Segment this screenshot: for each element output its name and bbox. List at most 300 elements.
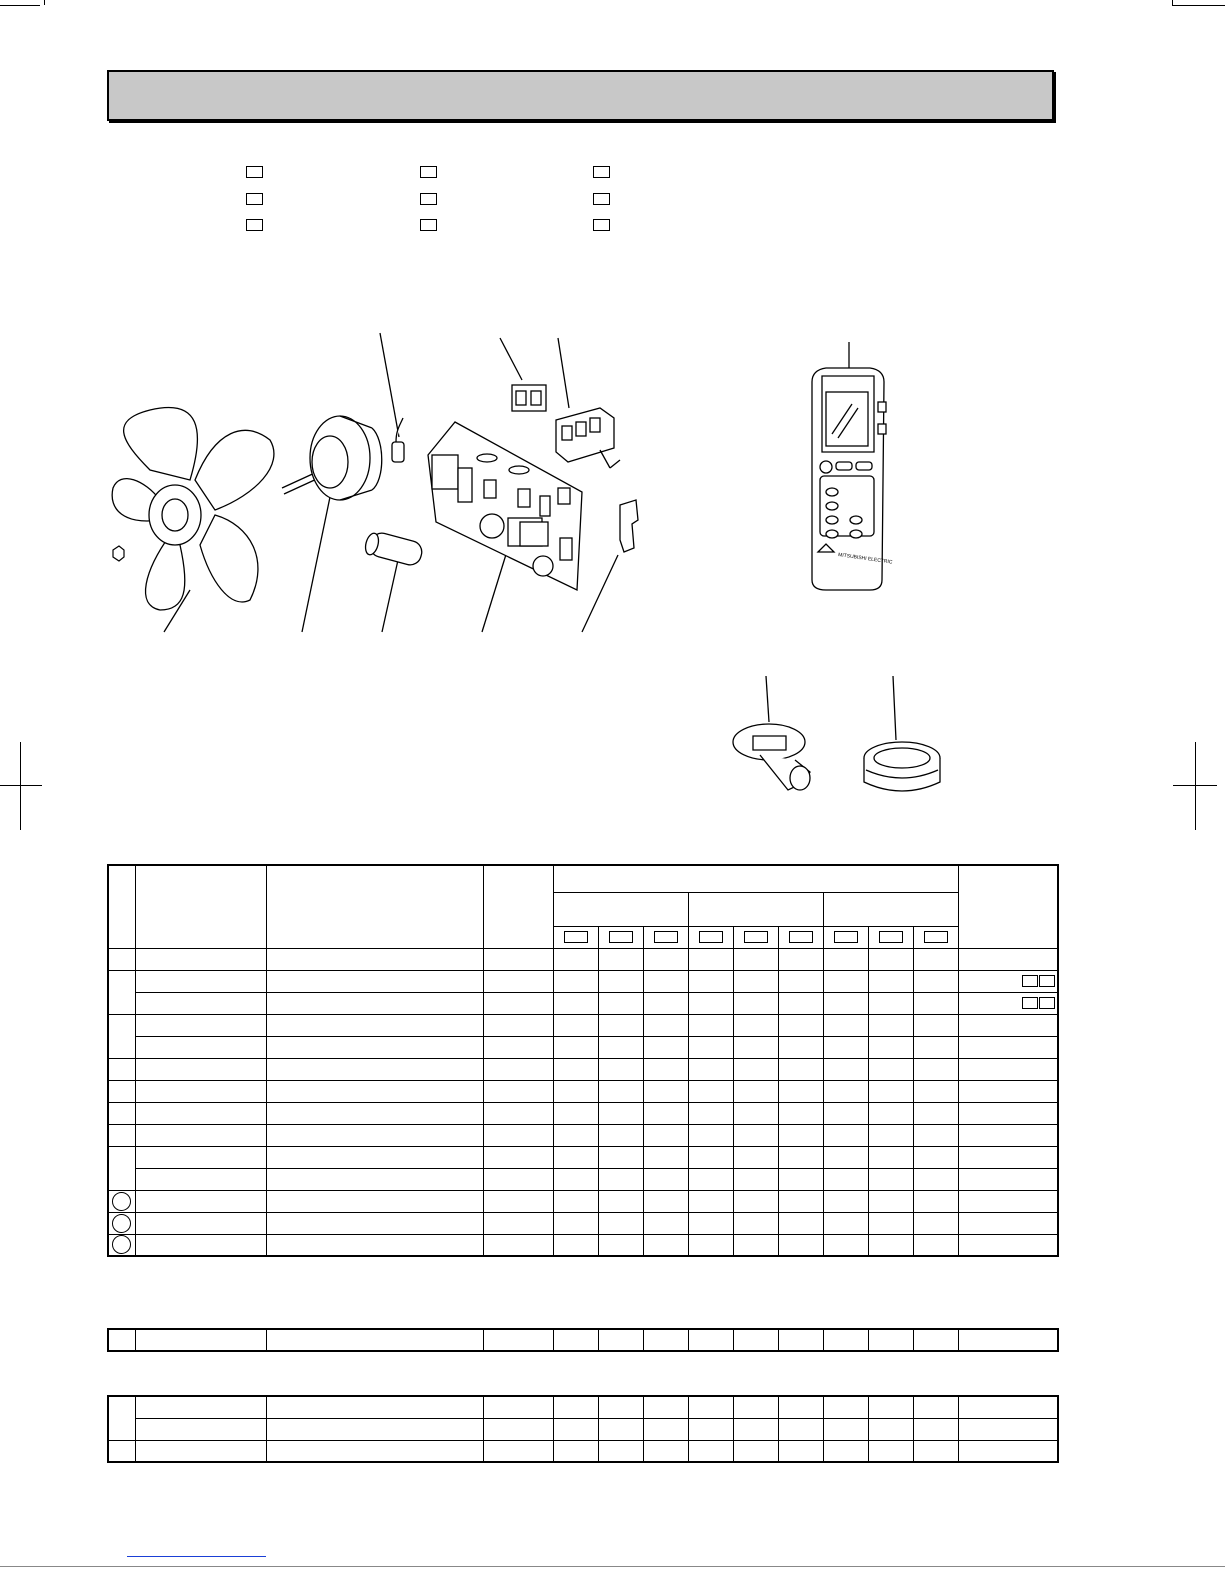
cell-qty (733, 1014, 778, 1036)
leader-line (893, 676, 896, 740)
table-row (108, 1440, 1058, 1462)
cell-part-name (266, 992, 483, 1014)
cell-qty (733, 1396, 778, 1418)
cell-no (108, 1102, 135, 1124)
terminal-block-icon (512, 385, 546, 411)
cell-qty (688, 1124, 733, 1146)
cell-qty (598, 1168, 643, 1190)
cell-remarks (958, 1058, 1058, 1080)
model-box-cell (733, 926, 778, 948)
cell-qty (553, 1396, 598, 1418)
cell-qty (868, 1418, 913, 1440)
model-box (834, 931, 858, 943)
cell-remarks (958, 1168, 1058, 1190)
cell-qty (598, 1058, 643, 1080)
table-row (108, 1102, 1058, 1124)
cell-qty (733, 948, 778, 970)
cell-qty (823, 992, 868, 1014)
cell-qty (778, 1329, 823, 1351)
cell-qty (598, 1234, 643, 1256)
cell-part-no (135, 1168, 266, 1190)
crop-mark-bottom (0, 1566, 1225, 1567)
cell-qty (688, 1396, 733, 1418)
cell-qty (823, 1168, 868, 1190)
cell-part-no (135, 1212, 266, 1234)
cell-part-no (135, 1014, 266, 1036)
cell-no (108, 1058, 135, 1080)
cell-part-name (266, 1329, 483, 1351)
cell-qty (778, 1058, 823, 1080)
cell-part-name (266, 1234, 483, 1256)
cell-qty (553, 992, 598, 1014)
model-box-cell (643, 926, 688, 948)
cell-part-name (266, 1190, 483, 1212)
table-row (108, 1234, 1058, 1256)
cell-qty (868, 948, 913, 970)
table-row (108, 1014, 1058, 1036)
cell-qty (553, 1418, 598, 1440)
cell-qty (868, 1124, 913, 1146)
cell-part-no (135, 948, 266, 970)
cell-qty (913, 992, 958, 1014)
cell-qty (823, 1329, 868, 1351)
cell-symbol (483, 1440, 553, 1462)
cell-qty (643, 1190, 688, 1212)
cell-symbol (483, 1036, 553, 1058)
cell-qty (913, 1014, 958, 1036)
cell-qty (913, 1058, 958, 1080)
leader-line (482, 548, 508, 632)
cell-qty (868, 1058, 913, 1080)
cell-qty (733, 1036, 778, 1058)
cell-symbol (483, 1418, 553, 1440)
cell-qty (733, 1168, 778, 1190)
model-box (924, 931, 948, 943)
cell-qty (598, 1212, 643, 1234)
cell-remarks (958, 1190, 1058, 1212)
cell-qty (553, 1080, 598, 1102)
cell-qty (733, 970, 778, 992)
cell-remarks (958, 1234, 1058, 1256)
cell-qty (868, 1036, 913, 1058)
cell-qty (913, 1080, 958, 1102)
cell-qty (778, 1234, 823, 1256)
header-group-b (688, 892, 823, 926)
cell-qty (553, 1102, 598, 1124)
model-box-cell (688, 926, 733, 948)
cell-symbol (483, 1396, 553, 1418)
cell-qty (688, 1190, 733, 1212)
cell-qty (778, 1440, 823, 1462)
cell-qty (598, 1329, 643, 1351)
cell-no (108, 948, 135, 970)
cell-no (108, 1329, 135, 1351)
cell-qty (598, 1396, 643, 1418)
cell-qty (643, 1058, 688, 1080)
table-row (108, 1418, 1058, 1440)
cell-qty (913, 1440, 958, 1462)
cell-part-name (266, 1168, 483, 1190)
leader-line (766, 676, 769, 722)
cell-qty (778, 948, 823, 970)
cell-qty (778, 1212, 823, 1234)
cell-qty (598, 1418, 643, 1440)
header-remarks (958, 865, 1058, 948)
cell-no (108, 1212, 135, 1234)
fan-blade-icon (112, 407, 274, 610)
cell-qty (913, 1418, 958, 1440)
cell-qty (823, 1190, 868, 1212)
cell-qty (913, 1234, 958, 1256)
cell-part-name (266, 1058, 483, 1080)
leader-line (302, 497, 330, 632)
parts-table-main (107, 864, 1059, 1257)
parts-table-drain (107, 1395, 1059, 1463)
cell-qty (823, 1396, 868, 1418)
cell-symbol (483, 1234, 553, 1256)
cell-qty (598, 970, 643, 992)
cell-symbol (483, 1146, 553, 1168)
table-row (108, 1080, 1058, 1102)
cell-qty (643, 1418, 688, 1440)
cell-qty (823, 1080, 868, 1102)
cell-no (108, 1234, 135, 1256)
cell-qty (643, 1080, 688, 1102)
cell-symbol (483, 1058, 553, 1080)
cell-qty (823, 1124, 868, 1146)
cell-qty (733, 1124, 778, 1146)
cell-qty (913, 1102, 958, 1124)
model-box (654, 931, 678, 943)
table-row (108, 1212, 1058, 1234)
cell-qty (688, 1014, 733, 1036)
cell-qty (553, 1146, 598, 1168)
table-row (108, 1058, 1058, 1080)
cell-qty (553, 1124, 598, 1146)
cell-qty (733, 1440, 778, 1462)
fan-motor-icon (282, 416, 382, 500)
cell-qty (643, 970, 688, 992)
leader-line (558, 338, 569, 408)
cell-symbol (483, 1102, 553, 1124)
cell-qty (643, 1396, 688, 1418)
cell-qty (868, 1234, 913, 1256)
circled-number (112, 1235, 131, 1254)
cell-qty (913, 1168, 958, 1190)
cell-qty (553, 1329, 598, 1351)
cell-qty (823, 1212, 868, 1234)
cell-qty (868, 1329, 913, 1351)
cell-part-no (135, 1080, 266, 1102)
cell-qty (688, 948, 733, 970)
cell-qty (688, 992, 733, 1014)
cell-qty (733, 1234, 778, 1256)
table-row (108, 1146, 1058, 1168)
cell-qty (913, 970, 958, 992)
cell-qty (823, 970, 868, 992)
cell-symbol (483, 1212, 553, 1234)
cell-remarks (958, 1146, 1058, 1168)
cell-symbol (483, 1124, 553, 1146)
cell-qty (868, 992, 913, 1014)
cell-qty (643, 1168, 688, 1190)
cell-qty (913, 1036, 958, 1058)
model-box (609, 931, 633, 943)
model-box (744, 931, 768, 943)
cell-part-name (266, 970, 483, 992)
cell-qty (733, 992, 778, 1014)
cell-no (108, 1124, 135, 1146)
cell-remarks (958, 1418, 1058, 1440)
cell-qty (868, 1080, 913, 1102)
cell-remarks (958, 970, 1058, 992)
cell-qty (733, 1418, 778, 1440)
header-no (108, 865, 135, 948)
cell-qty (868, 1440, 913, 1462)
cell-qty (643, 1014, 688, 1036)
cell-qty (598, 1190, 643, 1212)
model-box-cell (868, 926, 913, 948)
cell-qty (823, 948, 868, 970)
cell-qty (868, 1146, 913, 1168)
model-box-cell (913, 926, 958, 948)
cell-qty (598, 992, 643, 1014)
cell-qty (553, 1036, 598, 1058)
cell-remarks (958, 1329, 1058, 1351)
cell-part-no (135, 1440, 266, 1462)
cell-qty (733, 1058, 778, 1080)
cell-part-name (266, 1080, 483, 1102)
cell-qty (778, 1102, 823, 1124)
table-row (108, 1396, 1058, 1418)
cell-part-no (135, 1234, 266, 1256)
cell-qty (823, 1014, 868, 1036)
model-box (699, 931, 723, 943)
cell-qty (778, 992, 823, 1014)
cell-remarks (958, 992, 1058, 1014)
cell-qty (688, 1058, 733, 1080)
cell-qty (823, 1440, 868, 1462)
cell-part-no (135, 1102, 266, 1124)
cell-remarks (958, 1036, 1058, 1058)
cell-remarks (958, 1396, 1058, 1418)
model-box-cell (598, 926, 643, 948)
leader-line (582, 555, 618, 632)
model-box-cell (553, 926, 598, 948)
cell-part-no (135, 1190, 266, 1212)
cell-part-name (266, 948, 483, 970)
cell-part-no (135, 1124, 266, 1146)
drain-cap-icon (864, 742, 940, 791)
cell-no (108, 1146, 135, 1190)
cell-qty (598, 1036, 643, 1058)
cell-no (108, 1190, 135, 1212)
cell-qty (688, 1418, 733, 1440)
cell-qty (778, 1396, 823, 1418)
cell-qty (823, 1234, 868, 1256)
cell-part-no (135, 1146, 266, 1168)
header-group-a (553, 892, 688, 926)
drain-socket-icon (733, 724, 810, 790)
cell-qty (553, 1058, 598, 1080)
header-group-c (823, 892, 958, 926)
cell-qty (643, 1124, 688, 1146)
cell-qty (643, 1102, 688, 1124)
cell-part-no (135, 970, 266, 992)
leader-line (500, 338, 522, 380)
model-box (789, 931, 813, 943)
cell-qty (913, 1146, 958, 1168)
model-mark-pair (1021, 975, 1055, 987)
cell-part-no (135, 1329, 266, 1351)
remote-brand-label: MITSUBISHI ELECTRIC (837, 552, 893, 566)
table-row (108, 1124, 1058, 1146)
table-row (108, 970, 1058, 992)
cell-qty (733, 1190, 778, 1212)
cell-qty (553, 1234, 598, 1256)
cell-qty (733, 1212, 778, 1234)
cell-qty (868, 1168, 913, 1190)
cell-qty (733, 1146, 778, 1168)
cell-no (108, 1396, 135, 1440)
cell-qty (598, 948, 643, 970)
cell-qty (778, 1124, 823, 1146)
cell-symbol (483, 1329, 553, 1351)
cell-remarks (958, 1080, 1058, 1102)
cell-qty (913, 1124, 958, 1146)
cell-qty (643, 948, 688, 970)
model-box (879, 931, 903, 943)
cell-qty (643, 1036, 688, 1058)
circled-number (112, 1214, 131, 1233)
cell-qty (598, 1124, 643, 1146)
header-part-no (135, 865, 266, 948)
cell-remarks (958, 1124, 1058, 1146)
cell-part-name (266, 1418, 483, 1440)
model-box-cell (778, 926, 823, 948)
header-part-name (266, 865, 483, 948)
cell-qty (778, 970, 823, 992)
model-box-cell (823, 926, 868, 948)
cell-qty (913, 1190, 958, 1212)
cell-qty (688, 1168, 733, 1190)
cell-remarks (958, 948, 1058, 970)
cell-qty (688, 970, 733, 992)
cell-no (108, 1440, 135, 1462)
header-symbol (483, 865, 553, 948)
cell-qty (688, 1102, 733, 1124)
parts-table-accessory (107, 1328, 1059, 1352)
cell-qty (553, 1212, 598, 1234)
cell-remarks (958, 1212, 1058, 1234)
cell-qty (553, 970, 598, 992)
cell-qty (688, 1440, 733, 1462)
table-row (108, 1036, 1058, 1058)
cell-qty (688, 1146, 733, 1168)
cell-qty (643, 1329, 688, 1351)
cell-qty (688, 1234, 733, 1256)
cell-qty (913, 1212, 958, 1234)
cell-part-name (266, 1146, 483, 1168)
model-mark-pair (1021, 997, 1055, 1009)
cell-qty (688, 1036, 733, 1058)
table-row (108, 948, 1058, 970)
circled-number (112, 1192, 131, 1211)
cell-qty (688, 1080, 733, 1102)
cell-part-name (266, 1102, 483, 1124)
sensor-holder-icon (620, 500, 638, 552)
cell-part-name (266, 1014, 483, 1036)
cell-symbol (483, 1080, 553, 1102)
footer-link[interactable] (127, 1556, 266, 1557)
cell-qty (778, 1080, 823, 1102)
model-box (564, 931, 588, 943)
table-row (108, 1329, 1058, 1351)
cell-qty (643, 1146, 688, 1168)
cell-qty (553, 1440, 598, 1462)
cell-qty (778, 1014, 823, 1036)
cell-symbol (483, 992, 553, 1014)
cell-part-name (266, 1396, 483, 1418)
cell-qty (823, 1102, 868, 1124)
cell-qty (913, 1329, 958, 1351)
leader-line (382, 560, 398, 632)
cell-qty (598, 1080, 643, 1102)
cell-symbol (483, 948, 553, 970)
cell-qty (868, 1212, 913, 1234)
cell-no (108, 1014, 135, 1058)
cell-part-name (266, 1036, 483, 1058)
cell-no (108, 1080, 135, 1102)
cell-part-name (266, 1212, 483, 1234)
cell-qty (553, 1014, 598, 1036)
cell-remarks (958, 1440, 1058, 1462)
cell-qty (868, 1014, 913, 1036)
cell-part-name (266, 1124, 483, 1146)
cell-part-name (266, 1440, 483, 1462)
cell-qty (868, 1396, 913, 1418)
cell-qty (553, 1190, 598, 1212)
cell-qty (688, 1329, 733, 1351)
table-row (108, 992, 1058, 1014)
cell-symbol (483, 1014, 553, 1036)
capacitor-icon (392, 418, 404, 462)
cell-part-no (135, 1058, 266, 1080)
cell-qty (868, 1190, 913, 1212)
table-row (108, 1168, 1058, 1190)
cell-qty (643, 1440, 688, 1462)
cell-qty (643, 1234, 688, 1256)
run-capacitor-icon (363, 531, 424, 568)
cell-qty (553, 948, 598, 970)
cell-symbol (483, 970, 553, 992)
cell-qty (598, 1440, 643, 1462)
cell-qty (868, 970, 913, 992)
cell-qty (643, 992, 688, 1014)
cell-qty (733, 1329, 778, 1351)
cell-remarks (958, 1014, 1058, 1036)
cell-part-no (135, 992, 266, 1014)
cell-part-no (135, 1036, 266, 1058)
cell-qty (598, 1146, 643, 1168)
cell-qty (823, 1418, 868, 1440)
table-row (108, 1190, 1058, 1212)
cell-part-no (135, 1418, 266, 1440)
cell-qty (823, 1146, 868, 1168)
cell-qty (868, 1102, 913, 1124)
terminal-block-icon (556, 408, 620, 468)
cell-qty (553, 1168, 598, 1190)
